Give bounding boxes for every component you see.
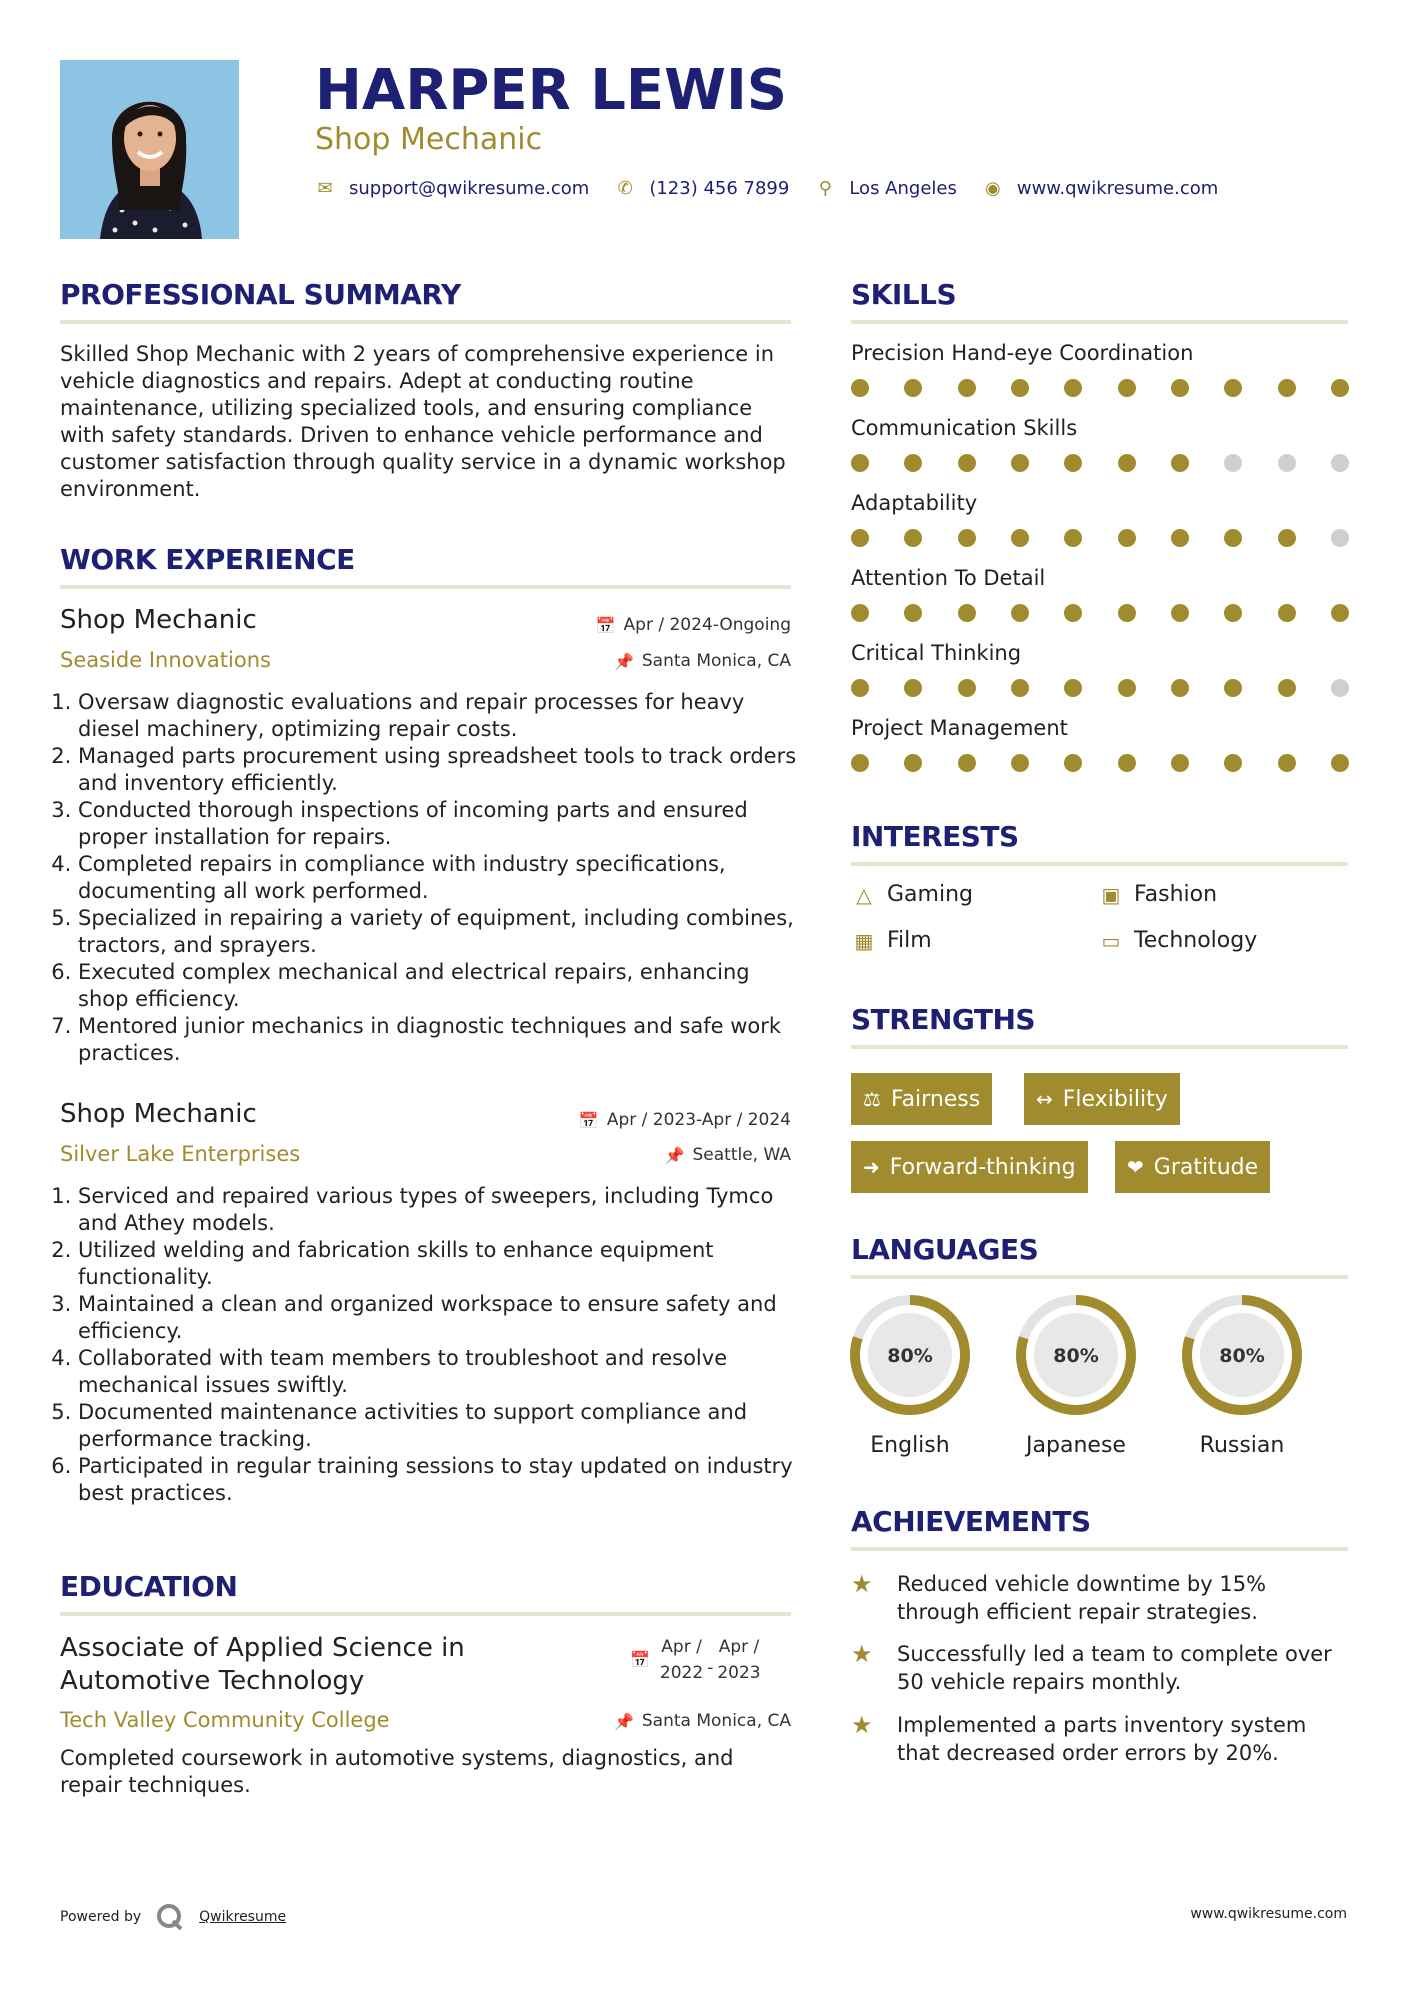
rating-dot-filled bbox=[1278, 529, 1296, 547]
rating-dot-filled bbox=[904, 529, 922, 547]
profile-photo bbox=[60, 60, 239, 239]
rating-dot-filled bbox=[904, 604, 922, 622]
rating-dot-filled bbox=[1278, 754, 1296, 772]
rating-dot-filled bbox=[1118, 679, 1136, 697]
job-company: Seaside Innovations bbox=[60, 648, 271, 672]
rating-dot-filled bbox=[958, 754, 976, 772]
skill-name: Critical Thinking bbox=[851, 641, 1022, 665]
language-item bbox=[1014, 1293, 1138, 1458]
job-company: Silver Lake Enterprises bbox=[60, 1142, 301, 1166]
achievement-text: Reduced vehicle downtime by 15% through efficient repair strategies. bbox=[897, 1572, 1267, 1624]
list-item: 3. Maintained a clean and organized workspace to ensure safety and efficiency. bbox=[78, 1291, 800, 1345]
list-item: 3. Conducted thorough inspections of incoming parts and ensured proper installation for repairs. bbox=[78, 797, 800, 851]
pin-icon: 📌 bbox=[613, 1711, 634, 1731]
skill-rating bbox=[851, 754, 1349, 772]
list-item: 5. Documented maintenance activities to support compliance and performance tracking. bbox=[78, 1399, 800, 1453]
job-location-text: Seattle, WA bbox=[692, 1145, 791, 1165]
skill-item bbox=[851, 341, 1351, 397]
summary-divider bbox=[60, 320, 791, 324]
laptop-icon: ▭ bbox=[1101, 928, 1121, 953]
language-percent: 80% bbox=[1053, 1345, 1099, 1367]
list-item: 5. Specialized in repairing a variety of equipment, including combines, tractors, and sprayers. bbox=[78, 905, 800, 959]
rating-dot-filled bbox=[851, 679, 869, 697]
candidate-role: Shop Mechanic bbox=[315, 122, 543, 157]
edu-end-month: Apr / bbox=[718, 1637, 760, 1657]
powered-by-text: Powered by bbox=[60, 1909, 142, 1925]
phone-text: (123) 456 7899 bbox=[649, 178, 790, 199]
rating-dot-filled bbox=[1011, 529, 1029, 547]
achievement-item bbox=[851, 1640, 1351, 1696]
rating-dot-filled bbox=[1331, 379, 1349, 397]
achievement-text: Successfully led a team to complete over 50 vehicle repairs monthly. bbox=[897, 1642, 1332, 1694]
rating-dot-filled bbox=[1064, 379, 1082, 397]
skill-rating bbox=[851, 379, 1349, 397]
pin-icon: 📌 bbox=[664, 1145, 685, 1165]
skill-name: Adaptability bbox=[851, 491, 978, 515]
rating-dot-filled bbox=[1224, 379, 1242, 397]
degree-line-2: Automotive Technology bbox=[60, 1666, 365, 1696]
star-badge-icon: ★ bbox=[851, 1711, 873, 1739]
rating-dot-filled bbox=[1118, 454, 1136, 472]
job-title: Shop Mechanic bbox=[60, 1099, 257, 1129]
language-percent: 80% bbox=[1219, 1345, 1265, 1367]
strength-chip-gratitude bbox=[1115, 1141, 1270, 1193]
rating-dot-filled bbox=[958, 454, 976, 472]
rating-dot-filled bbox=[1118, 529, 1136, 547]
job-location bbox=[480, 651, 791, 671]
job-title: Shop Mechanic bbox=[60, 605, 257, 635]
contact-phone[interactable] bbox=[615, 178, 789, 199]
language-name: Russian bbox=[1199, 1433, 1285, 1458]
phone-icon: ✆ bbox=[617, 178, 633, 199]
rating-dot-filled bbox=[958, 379, 976, 397]
skill-rating bbox=[851, 604, 1349, 622]
qwikresume-link[interactable]: Qwikresume bbox=[199, 1909, 287, 1925]
job-bullets bbox=[60, 689, 800, 1067]
contact-location bbox=[815, 178, 957, 199]
rating-dot-filled bbox=[1011, 679, 1029, 697]
strength-chip-forward-thinking bbox=[851, 1141, 1088, 1193]
rating-dot-filled bbox=[1064, 529, 1082, 547]
interests-heading: INTERESTS bbox=[851, 820, 1019, 853]
website-text: www.qwikresume.com bbox=[1016, 178, 1219, 199]
rating-dot-filled bbox=[958, 529, 976, 547]
strength-label: Forward-thinking bbox=[889, 1154, 1076, 1180]
interest-technology bbox=[1098, 928, 1257, 953]
rating-dot-filled bbox=[958, 604, 976, 622]
rating-dot-filled bbox=[1064, 679, 1082, 697]
skill-item bbox=[851, 566, 1351, 622]
map-pin-icon: ⚲ bbox=[818, 178, 832, 199]
rating-dot-filled bbox=[1171, 529, 1189, 547]
strength-label: Fairness bbox=[890, 1086, 981, 1112]
rating-dot-filled bbox=[904, 679, 922, 697]
achievements-divider bbox=[851, 1547, 1348, 1551]
rating-dot-filled bbox=[1064, 604, 1082, 622]
arrows-horizontal-icon: ↔ bbox=[1036, 1087, 1053, 1111]
education-divider bbox=[60, 1612, 791, 1616]
edu-end-year: 2023 bbox=[717, 1663, 761, 1683]
rating-dot-filled bbox=[1171, 604, 1189, 622]
skill-name: Project Management bbox=[851, 716, 1068, 740]
skills-heading: SKILLS bbox=[851, 278, 957, 311]
language-name: Japanese bbox=[1026, 1433, 1126, 1458]
rating-dot-filled bbox=[958, 679, 976, 697]
list-item: 4. Completed repairs in compliance with industry specifications, documenting all work performed. bbox=[78, 851, 800, 905]
education-location-text: Santa Monica, CA bbox=[641, 1711, 791, 1731]
interest-fashion bbox=[1098, 882, 1217, 907]
rating-dot-filled bbox=[1278, 379, 1296, 397]
rating-dot-empty bbox=[1278, 454, 1296, 472]
rating-dot-filled bbox=[851, 529, 869, 547]
footer-website[interactable]: www.qwikresume.com bbox=[1190, 1906, 1347, 1922]
rating-dot-empty bbox=[1224, 454, 1242, 472]
skill-item bbox=[851, 641, 1351, 697]
skill-item bbox=[851, 491, 1351, 547]
rating-dot-filled bbox=[1224, 679, 1242, 697]
rating-dot-filled bbox=[1064, 754, 1082, 772]
rating-dot-filled bbox=[1064, 454, 1082, 472]
rating-dot-filled bbox=[851, 754, 869, 772]
rating-dot-filled bbox=[851, 604, 869, 622]
skill-item bbox=[851, 716, 1351, 772]
edu-start-year: 2022 bbox=[659, 1663, 704, 1683]
language-name: English bbox=[870, 1433, 950, 1458]
skills-divider bbox=[851, 320, 1348, 324]
location-text: Los Angeles bbox=[849, 178, 957, 199]
edu-end bbox=[717, 1634, 760, 1686]
strength-label: Gratitude bbox=[1153, 1154, 1259, 1180]
list-item: 2. Managed parts procurement using spreadsheet tools to track orders and inventory efficiently. bbox=[78, 743, 800, 797]
rating-dot-empty bbox=[1331, 679, 1349, 697]
rating-dot-filled bbox=[1171, 379, 1189, 397]
skill-rating bbox=[851, 679, 1349, 697]
rating-dot-filled bbox=[1224, 754, 1242, 772]
strengths-heading: STRENGTHS bbox=[851, 1003, 1036, 1036]
summary-heading: PROFESSIONAL SUMMARY bbox=[60, 278, 461, 311]
achievements-heading: ACHIEVEMENTS bbox=[851, 1505, 1091, 1538]
list-item: 4. Collaborated with team members to troubleshoot and resolve mechanical issues swiftly. bbox=[78, 1345, 800, 1399]
rating-dot-filled bbox=[904, 454, 922, 472]
list-item: 6. Executed complex mechanical and electrical repairs, enhancing shop efficiency. bbox=[78, 959, 800, 1013]
calendar-icon: 📅 bbox=[630, 1650, 650, 1669]
star-badge-icon: ★ bbox=[851, 1640, 873, 1668]
edu-start bbox=[660, 1634, 703, 1686]
interest-film bbox=[851, 928, 932, 953]
balance-scale-icon: ⚖ bbox=[863, 1087, 881, 1111]
envelope-icon: ✉ bbox=[317, 178, 333, 199]
summary-text: Skilled Shop Mechanic with 2 years of comprehensive experience in vehicle diagnostics and repairs. Adept at conducting routine maintenance, utilizing specialized tools, and ensuring compliance with safety standards. Driven to enhance vehicle performance and customer satisfaction through quality service in a dynamic workshop environment. bbox=[60, 342, 786, 501]
rating-dot-filled bbox=[904, 754, 922, 772]
achievement-item bbox=[851, 1711, 1351, 1767]
interest-label: Film bbox=[887, 928, 932, 953]
languages-heading: LANGUAGES bbox=[851, 1233, 1039, 1266]
education-location bbox=[480, 1711, 791, 1731]
list-item: 6. Participated in regular training sessions to stay updated on industry best practices. bbox=[78, 1453, 800, 1507]
rating-dot-filled bbox=[1118, 379, 1136, 397]
job-dates-text: Apr / 2023-Apr / 2024 bbox=[606, 1110, 791, 1130]
degree-title bbox=[60, 1632, 465, 1698]
qwikresume-logo-icon bbox=[155, 1902, 185, 1932]
skill-name: Attention To Detail bbox=[851, 566, 1046, 590]
skill-name: Precision Hand-eye Coordination bbox=[851, 341, 1194, 365]
rating-dot-empty bbox=[1331, 454, 1349, 472]
rating-dot-filled bbox=[1011, 379, 1029, 397]
language-percent: 80% bbox=[887, 1345, 933, 1367]
list-item: 2. Utilized welding and fabrication skills to enhance equipment functionality. bbox=[78, 1237, 800, 1291]
interest-label: Fashion bbox=[1134, 882, 1218, 907]
gamepad-icon: △ bbox=[856, 882, 872, 907]
languages-divider bbox=[851, 1275, 1348, 1279]
job-dates-text: Apr / 2024-Ongoing bbox=[623, 615, 791, 635]
calendar-icon: 📅 bbox=[578, 1110, 599, 1130]
rating-dot-filled bbox=[851, 379, 869, 397]
interests-divider bbox=[851, 862, 1348, 866]
contact-email[interactable] bbox=[315, 178, 589, 199]
job-dates bbox=[480, 615, 791, 635]
strengths-divider bbox=[851, 1045, 1348, 1049]
skill-rating bbox=[851, 529, 1349, 547]
strength-label: Flexibility bbox=[1062, 1086, 1168, 1112]
language-ring bbox=[848, 1293, 972, 1417]
skill-name: Communication Skills bbox=[851, 416, 1078, 440]
job-dates bbox=[480, 1110, 791, 1130]
rating-dot-filled bbox=[1171, 454, 1189, 472]
strength-chip-flexibility bbox=[1024, 1073, 1180, 1125]
shopping-bag-icon: ▣ bbox=[1101, 882, 1121, 907]
language-item bbox=[1180, 1293, 1304, 1458]
language-ring bbox=[1014, 1293, 1138, 1417]
list-item: 1. Serviced and repaired various types of sweepers, including Tymco and Athey models. bbox=[78, 1183, 800, 1237]
rating-dot-filled bbox=[904, 379, 922, 397]
rating-dot-filled bbox=[1278, 679, 1296, 697]
rating-dot-filled bbox=[1331, 604, 1349, 622]
rating-dot-filled bbox=[1331, 754, 1349, 772]
education-heading: EDUCATION bbox=[60, 1570, 238, 1603]
rating-dot-filled bbox=[1171, 679, 1189, 697]
rating-dot-empty bbox=[1331, 529, 1349, 547]
education-description: Completed coursework in automotive systems, diagnostics, and repair techniques. bbox=[60, 1746, 734, 1797]
rating-dot-filled bbox=[1224, 604, 1242, 622]
work-heading: WORK EXPERIENCE bbox=[60, 543, 355, 576]
arrow-right-icon: ➜ bbox=[863, 1155, 880, 1179]
list-item: 7. Mentored junior mechanics in diagnostic techniques and safe work practices. bbox=[78, 1013, 800, 1067]
degree-line-1: Associate of Applied Science in bbox=[60, 1633, 465, 1663]
language-ring bbox=[1180, 1293, 1304, 1417]
job-location bbox=[480, 1145, 791, 1165]
profile-photo-illustration bbox=[60, 60, 239, 239]
job-bullets bbox=[60, 1183, 800, 1507]
rating-dot-filled bbox=[1118, 604, 1136, 622]
work-divider bbox=[60, 585, 791, 589]
interest-gaming bbox=[851, 882, 973, 907]
rating-dot-filled bbox=[1011, 754, 1029, 772]
edu-start-month: Apr / bbox=[661, 1637, 702, 1657]
star-badge-icon: ★ bbox=[851, 1570, 873, 1598]
achievement-text: Implemented a parts inventory system that decreased order errors by 20%. bbox=[897, 1713, 1307, 1765]
rating-dot-filled bbox=[851, 454, 869, 472]
interest-label: Technology bbox=[1134, 928, 1258, 953]
rating-dot-filled bbox=[1278, 604, 1296, 622]
rating-dot-filled bbox=[1118, 754, 1136, 772]
email-text: support@qwikresume.com bbox=[349, 178, 590, 199]
globe-icon: ◉ bbox=[984, 178, 1001, 199]
language-item bbox=[848, 1293, 972, 1458]
rating-dot-filled bbox=[1011, 454, 1029, 472]
skill-item bbox=[851, 416, 1351, 472]
edu-dash: - bbox=[707, 1658, 714, 1678]
calendar-icon: 📅 bbox=[595, 615, 616, 635]
rating-dot-filled bbox=[1171, 754, 1189, 772]
heart-icon: ❤ bbox=[1127, 1155, 1144, 1179]
contact-bar bbox=[315, 178, 1244, 199]
skill-rating bbox=[851, 454, 1349, 472]
job-location-text: Santa Monica, CA bbox=[641, 651, 791, 671]
interest-label: Gaming bbox=[887, 882, 973, 907]
rating-dot-filled bbox=[1224, 529, 1242, 547]
list-item: 1. Oversaw diagnostic evaluations and repair processes for heavy diesel machinery, optimizing repair costs. bbox=[78, 689, 800, 743]
pin-icon: 📌 bbox=[613, 651, 634, 671]
footer-powered bbox=[60, 1902, 286, 1932]
education-dates bbox=[630, 1634, 761, 1686]
film-icon: ▦ bbox=[854, 928, 874, 953]
school-name: Tech Valley Community College bbox=[60, 1708, 390, 1732]
rating-dot-filled bbox=[1011, 604, 1029, 622]
achievement-item bbox=[851, 1570, 1351, 1626]
candidate-name: HARPER LEWIS bbox=[315, 58, 788, 123]
strength-chip-fairness bbox=[851, 1073, 992, 1125]
contact-website[interactable] bbox=[983, 178, 1218, 199]
